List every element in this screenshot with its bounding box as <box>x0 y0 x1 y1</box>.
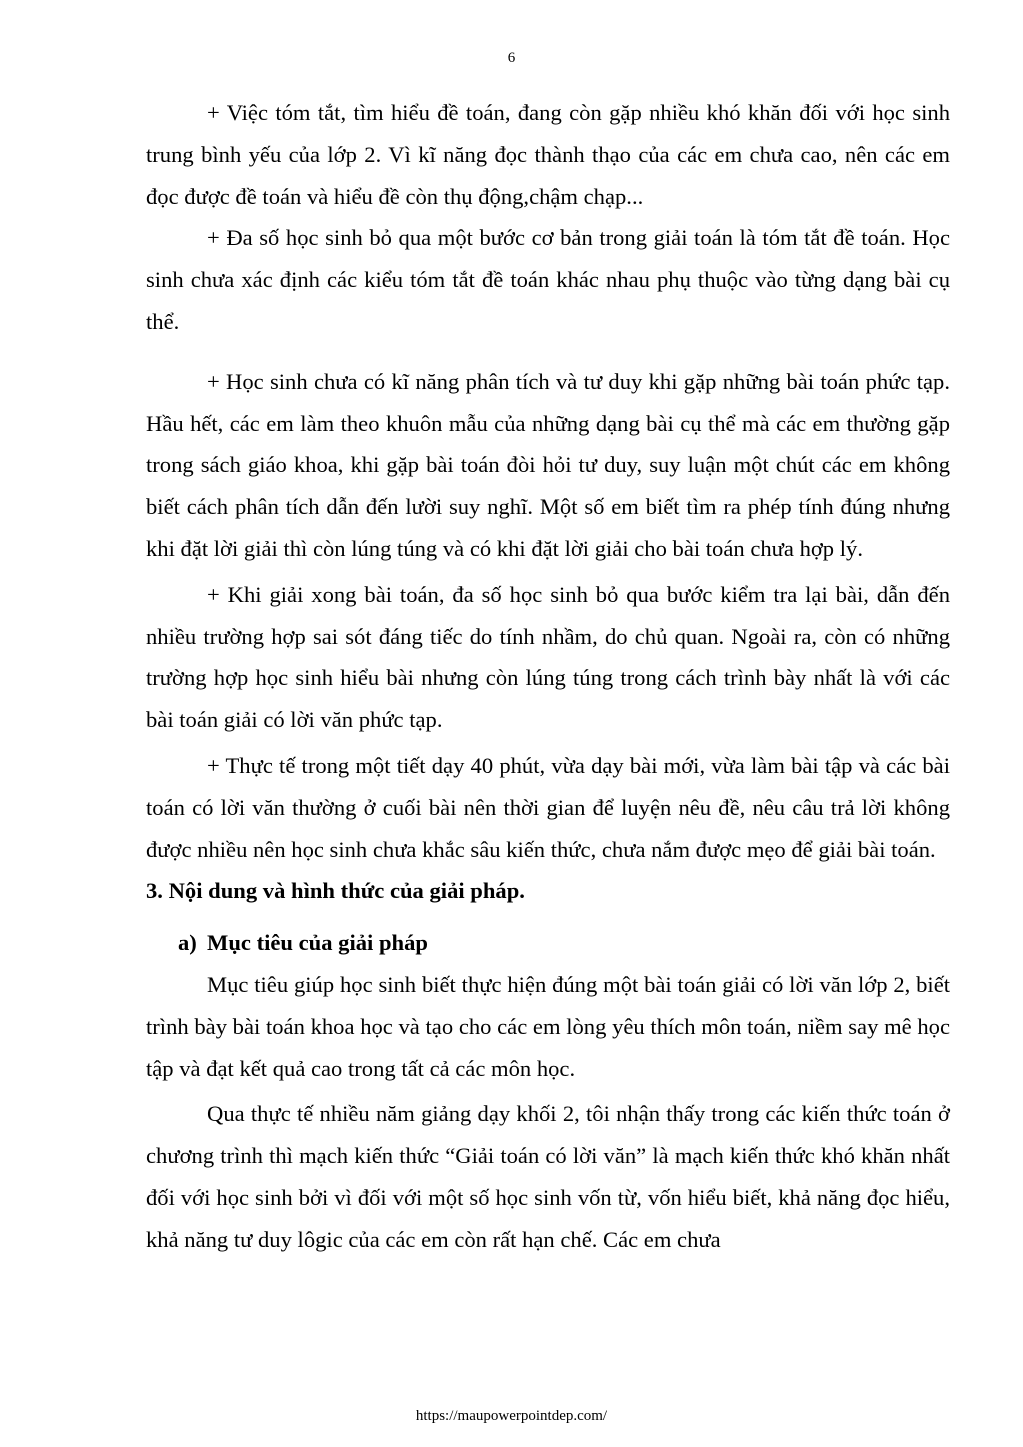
paragraph-experience: Qua thực tế nhiều năm giảng dạy khối 2, tôi nhận thấy trong các kiến thức toán ở chương trình thì mạch kiến thức “Giải toán có lời văn” là mạch kiến thức khó khăn nhất đối với học sinh bởi vì đối với một số học sinh vốn từ, vốn hiểu biết, khả năng đọc hiểu, khả năng tư duy lôgic của các em còn rất hạn chế. Các em chưa <box>146 1101 950 1252</box>
subsection-marker: a) <box>178 930 197 956</box>
paragraph-checking-work: + Khi giải xong bài toán, đa số học sinh bỏ qua bước kiểm tra lại bài, dẫn đến nhiều trường hợp sai sót đáng tiếc do tính nhầm, do chủ quan. Ngoài ra, còn có những trường hợp học sinh hiểu bài nhưng còn lúng túng trong cách trình bày nhất là với các bài toán giải có lời văn phức tạp. <box>146 581 950 733</box>
paragraph-objective: Mục tiêu giúp học sinh biết thực hiện đúng một bài toán giải có lời văn lớp 2, biết trình bày bài toán khoa học và tạo cho các em lòng yêu thích môn toán, niềm say mê học tập và đạt kết quả cao trong tất cả các môn học. <box>146 971 950 1081</box>
paragraph-analysis-skills: + Học sinh chưa có kĩ năng phân tích và tư duy khi gặp những bài toán phức tạp. Hầu hết, các em làm theo khuôn mẫu của những dạng bài cụ thể mà các em thường gặp trong sách giáo khoa, khi gặp bài toán đòi hỏi tư duy, suy luận một chút các em không biết cách phân tích dẫn đến lười suy nghĩ. Một số em biết tìm ra phép tính đúng nhưng khi đặt lời giải thì còn lúng túng và có khi đặt lời giải cho bài toán chưa hợp lý. <box>146 368 950 561</box>
paragraph-skip-summary: + Đa số học sinh bỏ qua một bước cơ bản trong giải toán là tóm tắt đề toán. Học sinh chưa xác định các kiểu tóm tắt đề toán khác nhau phụ thuộc vào từng dạng bài cụ thể. <box>146 225 950 334</box>
subsection-heading <box>146 922 950 964</box>
paragraph-summary-difficulty: + Việc tóm tắt, tìm hiểu đề toán, đang còn gặp nhiều khó khăn đối với học sinh trung bình yếu của lớp 2. Vì kĩ năng đọc thành thạo của các em chưa cao, nên các em đọc được đề toán và hiểu đề còn thụ động,chậm chạp... <box>146 100 950 209</box>
subsection-title: Mục tiêu của giải pháp <box>207 930 428 956</box>
paragraph-lesson-time: + Thực tế trong một tiết dạy 40 phút, vừa dạy bài mới, vừa làm bài tập và các bài toán có lời văn thường ở cuối bài nên thời gian để luyện nêu đề, nêu câu trả lời không được nhiều nên học sinh chưa khắc sâu kiến thức, chưa nắm được mẹo để giải bài toán. <box>146 752 950 862</box>
page-number: 6 <box>507 50 516 66</box>
document-body <box>146 92 950 1261</box>
section-heading: 3. Nội dung và hình thức của giải pháp. <box>146 878 525 904</box>
footer-url: https://maupowerpointdep.com/ <box>415 1408 608 1424</box>
